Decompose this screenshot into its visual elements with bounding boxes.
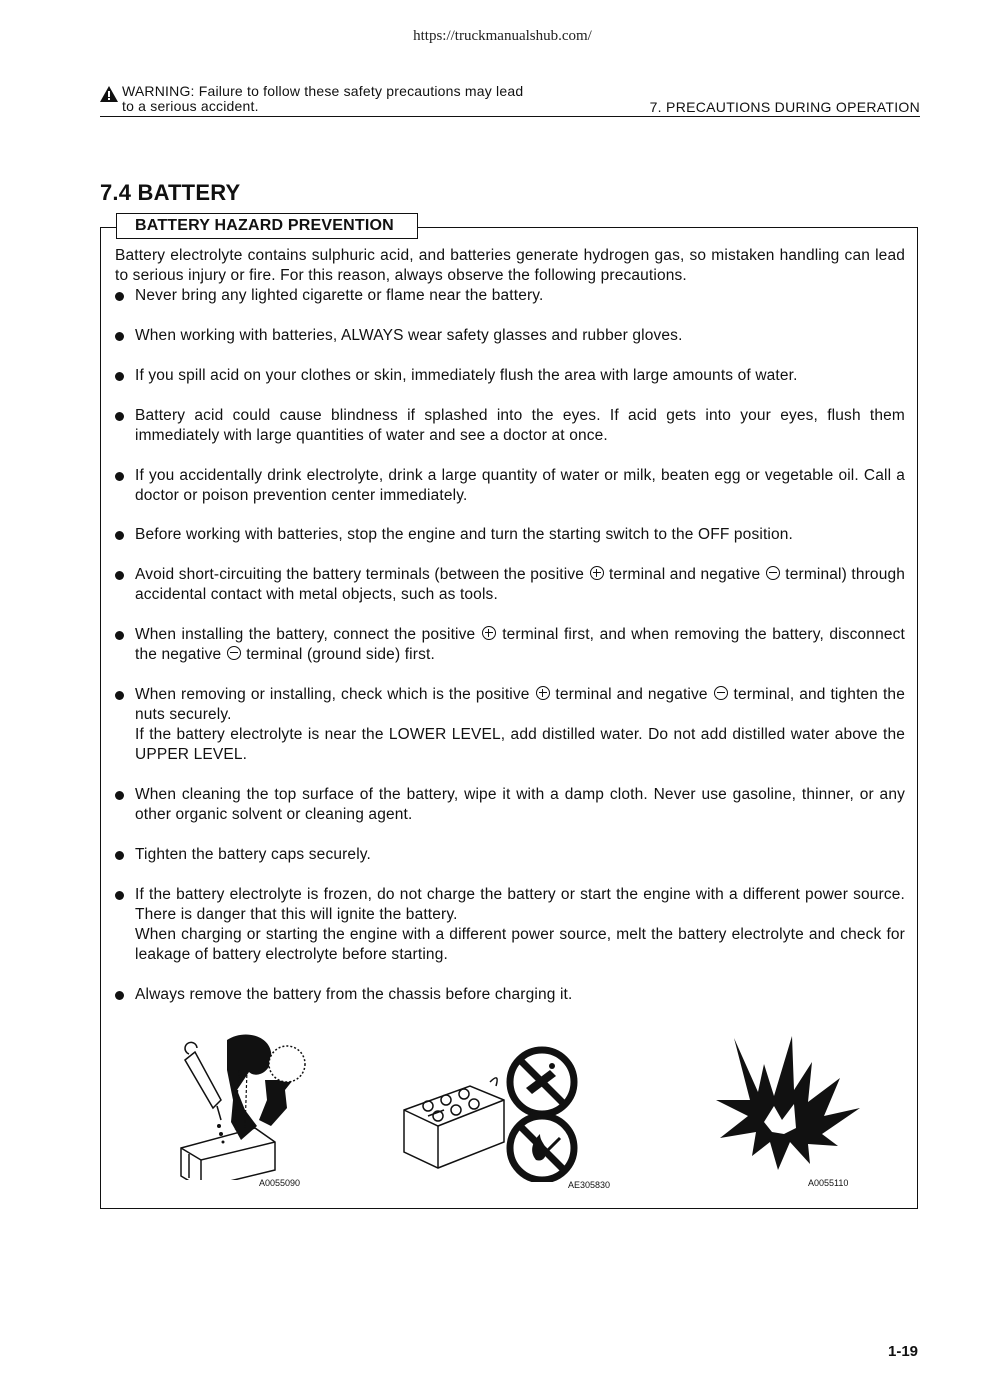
bullet-icon [115, 372, 124, 381]
figure-code: A0055110 [808, 1178, 849, 1188]
list-item-text: When working with batteries, ALWAYS wear safety glasses and rubber gloves. [135, 327, 683, 344]
warning-text-line2: to a serious accident. [122, 98, 259, 114]
list-item-text-part: Avoid short-circuiting the battery terminals (between the positive [135, 566, 585, 583]
bullet-icon [115, 791, 124, 800]
hazard-box-label: BATTERY HAZARD PREVENTION [116, 213, 418, 239]
list-item-text-part: terminal (ground side) first. [246, 646, 435, 663]
list-item-text-part: terminal, and tighten the nuts securely. [135, 686, 905, 723]
bullet-icon [115, 531, 124, 540]
list-item-text: If you spill acid on your clothes or skin, immediately flush the area with large amounts of water. [135, 367, 798, 384]
positive-terminal-icon [482, 626, 496, 640]
negative-terminal-icon [766, 566, 780, 580]
list-item-text: Tighten the battery caps securely. [135, 846, 371, 863]
battery-acid-figure [175, 1030, 325, 1195]
bullet-icon [115, 472, 124, 481]
list-item-text: Battery acid could cause blindness if splashed into the eyes. If acid gets into your eyes, flush them immediately with large quantities of water and see a doctor at once. [135, 407, 905, 444]
bullet-icon [115, 412, 124, 421]
explosion-icon [712, 1034, 862, 1174]
bullet-icon [115, 991, 124, 1000]
list-item-text-part: When installing the battery, connect the positive [135, 626, 476, 643]
source-url[interactable]: https://truckmanualshub.com/ [413, 28, 592, 44]
explosion-figure [712, 1034, 862, 1194]
battery-acid-gloves-icon [175, 1030, 325, 1180]
list-item-text: Before working with batteries, stop the engine and turn the starting switch to the OFF position. [135, 526, 793, 543]
list-item-text-part: terminal and negative [555, 686, 708, 703]
no-smoking-no-flame-icon [400, 1042, 590, 1182]
negative-terminal-icon [714, 686, 728, 700]
list-item-text-part: When removing or installing, check which is the positive [135, 686, 530, 703]
list-item-text-part: terminal first, and when removing the battery, disconnect the negative [135, 626, 905, 663]
positive-terminal-icon [536, 686, 550, 700]
list-item-text-part: terminal and negative [608, 566, 761, 583]
bullet-icon [115, 851, 124, 860]
figure-code: A0055090 [259, 1178, 301, 1188]
list-item-text-part: If the battery electrolyte is near the LOWER LEVEL, add distilled water. Do not add distilled water above the UPPER LEVEL. [135, 726, 905, 763]
positive-terminal-icon [590, 566, 604, 580]
bullet-icon [115, 292, 124, 301]
bullet-icon [115, 691, 124, 700]
list-item-text [135, 685, 905, 765]
list-item-text: Always remove the battery from the chassis before charging it. [135, 986, 573, 1003]
bullet-icon [115, 891, 124, 900]
bullet-icon [115, 631, 124, 640]
page-header [100, 84, 920, 117]
list-item-text [135, 885, 905, 965]
list-item-text-part: If the battery electrolyte is frozen, do not charge the battery or start the engine with a different power source. There is danger that this will ignite the battery. [135, 886, 905, 923]
page-title: 7.4 BATTERY [100, 180, 241, 205]
bullet-icon [115, 571, 124, 580]
list-item-text: If you accidentally drink electrolyte, drink a large quantity of water or milk, beaten egg or vegetable oil. Call a doctor or poison prevention center immediately. [135, 467, 905, 504]
list-item-text-part: When charging or starting the engine with a different power source, melt the battery electrolyte and check for leakage of battery electrolyte before starting. [135, 926, 905, 963]
list-item-text: When cleaning the top surface of the battery, wipe it with a damp cloth. Never use gasoline, thinner, or any other organic solvent or cleaning agent. [135, 786, 905, 823]
section-reference: 7. PRECAUTIONS DURING OPERATION [649, 99, 920, 115]
hazard-intro: Battery electrolyte contains sulphuric acid, and batteries generate hydrogen gas, so mistaken handling can lead to serious injury or fire. For this reason, always observe the following precautions. [115, 247, 905, 284]
list-item-text [135, 565, 905, 605]
warning-text-line1: WARNING: Failure to follow these safety precautions may lead [122, 83, 524, 99]
list-item-text: Never bring any lighted cigarette or flame near the battery. [135, 287, 544, 304]
no-flame-figure [400, 1042, 611, 1192]
list-item-text [135, 625, 905, 665]
list-item-text-part: terminal) through accidental contact with metal objects, such as tools. [135, 566, 906, 603]
negative-terminal-icon [227, 646, 241, 660]
page-number: 1-19 [888, 1343, 919, 1360]
bullet-icon [115, 332, 124, 341]
figure-code: AE305830 [568, 1180, 611, 1190]
warning-triangle-icon [100, 86, 118, 102]
